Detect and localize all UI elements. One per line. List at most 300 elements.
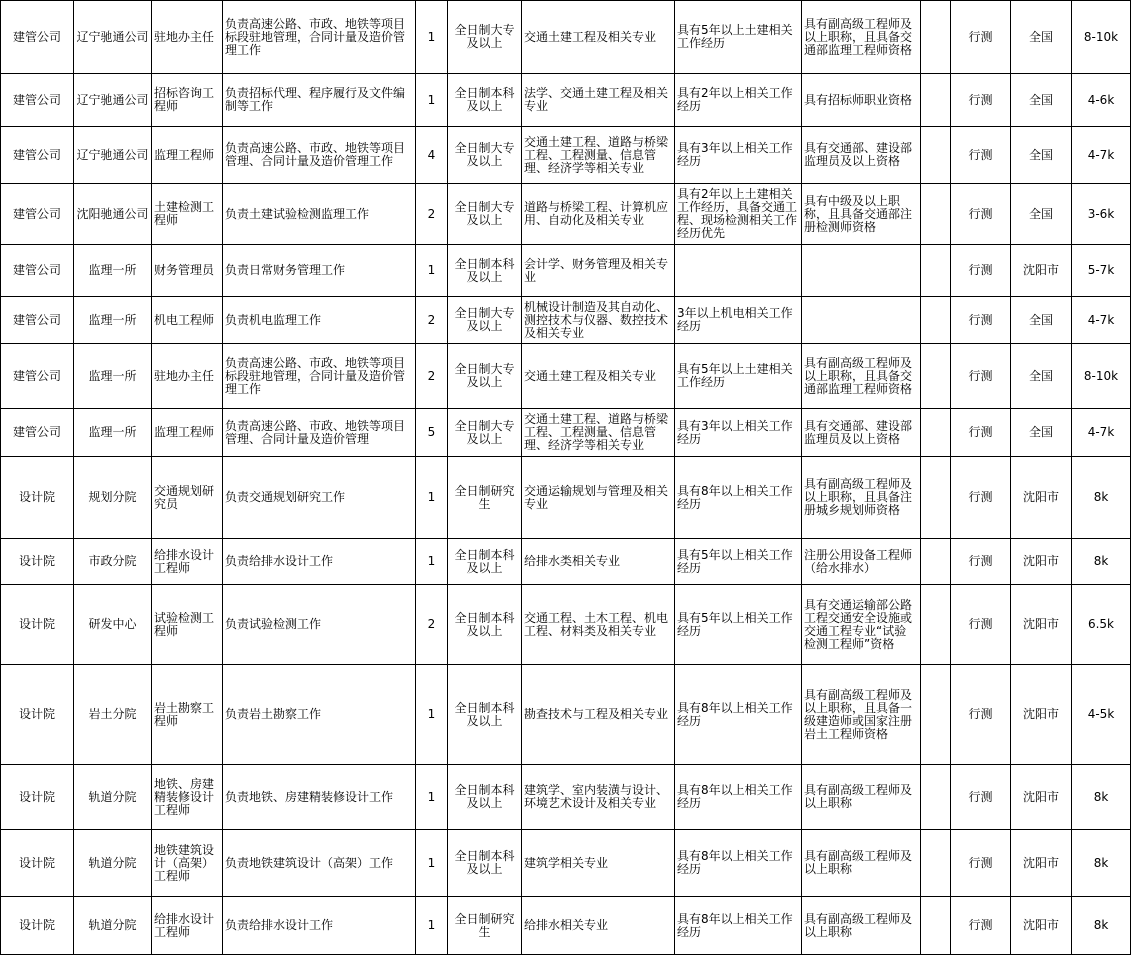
position-cell <box>152 127 223 184</box>
exam-cell-text: 行测 <box>968 554 993 568</box>
unit-cell-text: 设计院 <box>18 855 55 870</box>
exam-cell <box>951 897 1011 955</box>
salary-cell <box>1072 765 1131 830</box>
exam-cell <box>951 74 1011 127</box>
department-cell-text: 辽宁驰通公司 <box>76 29 149 44</box>
qualification-cell <box>802 344 921 409</box>
major-cell <box>522 539 675 585</box>
department-cell-text: 规划分院 <box>88 490 137 504</box>
headcount-cell-text: 5 <box>427 425 436 439</box>
unit-cell <box>1 765 74 830</box>
headcount-cell <box>416 297 448 344</box>
experience-cell-text: 具有2年以上土建相关工作经历，具备交通工程、现场检测相关工作经历优先 <box>677 187 798 240</box>
experience-cell <box>675 457 802 539</box>
area-cell <box>1011 830 1072 897</box>
experience-cell-text: 具有3年以上相关工作经历 <box>677 141 793 168</box>
headcount-cell <box>416 665 448 765</box>
major-cell-text: 机械设计制造及其自动化、测控技术与仪器、数控技术及相关专业 <box>524 299 669 340</box>
major-cell <box>522 665 675 765</box>
area-cell <box>1011 897 1072 955</box>
headcount-cell <box>416 344 448 409</box>
remark-cell <box>921 409 951 457</box>
experience-cell <box>675 409 802 457</box>
area-cell <box>1011 245 1072 297</box>
exam-cell <box>951 539 1011 585</box>
area-cell-text: 沈阳市 <box>1022 707 1059 721</box>
education-cell <box>448 74 522 127</box>
education-cell-text: 全日制研究生 <box>454 911 515 939</box>
unit-cell <box>1 539 74 585</box>
area-cell <box>1011 765 1072 830</box>
major-cell-text: 法学、交通土建工程及相关专业 <box>524 86 669 113</box>
unit-cell <box>1 1 74 74</box>
headcount-cell <box>416 585 448 665</box>
table-row <box>1 665 1131 765</box>
duty-cell-text: 负责高速公路、市政、地铁等项目标段驻地管理，合同计量及造价管理工作 <box>225 355 406 396</box>
unit-cell-text: 设计院 <box>18 918 55 932</box>
exam-cell-text: 行测 <box>968 92 993 107</box>
salary-cell <box>1072 1 1131 74</box>
position-cell-text: 监理工程师 <box>154 147 215 162</box>
area-cell <box>1011 297 1072 344</box>
department-cell-text: 辽宁驰通公司 <box>76 92 149 107</box>
unit-cell-text: 设计院 <box>18 617 55 631</box>
table-row <box>1 184 1131 245</box>
department-cell-text: 岩土分院 <box>88 707 137 721</box>
headcount-cell-text: 1 <box>427 789 436 804</box>
exam-cell-text: 行测 <box>968 789 993 804</box>
remark-cell <box>921 457 951 539</box>
experience-cell <box>675 245 802 297</box>
exam-cell <box>951 665 1011 765</box>
remark-cell <box>921 1 951 74</box>
unit-cell <box>1 897 74 955</box>
unit-cell <box>1 184 74 245</box>
education-cell <box>448 1 522 74</box>
education-cell <box>448 297 522 344</box>
table-row <box>1 897 1131 955</box>
qualification-cell <box>802 297 921 344</box>
area-cell-text: 全国 <box>1028 29 1053 44</box>
exam-cell-text: 行测 <box>968 617 993 631</box>
duty-cell <box>223 297 416 344</box>
unit-cell-text: 设计院 <box>18 554 55 568</box>
headcount-cell <box>416 74 448 127</box>
education-cell-text: 全日制研究生 <box>454 483 515 511</box>
experience-cell-text: 具有3年以上相关工作经历 <box>677 418 793 446</box>
duty-cell <box>223 665 416 765</box>
education-cell-text: 全日制大专及以上 <box>454 418 515 446</box>
exam-cell-text: 行测 <box>968 707 993 721</box>
major-cell <box>522 127 675 184</box>
major-cell <box>522 897 675 955</box>
area-cell <box>1011 74 1072 127</box>
area-cell <box>1011 409 1072 457</box>
education-cell-text: 全日制本科及以上 <box>454 547 515 575</box>
unit-cell <box>1 245 74 297</box>
salary-cell <box>1072 457 1131 539</box>
exam-cell <box>951 409 1011 457</box>
major-cell-text: 会计学、财务管理及相关专业 <box>524 256 669 284</box>
salary-cell-text: 8k <box>1093 490 1109 504</box>
department-cell-text: 沈阳驰通公司 <box>76 206 149 221</box>
position-cell <box>152 539 223 585</box>
remark-cell <box>921 830 951 897</box>
experience-cell <box>675 585 802 665</box>
education-cell-text: 全日制大专及以上 <box>454 141 515 168</box>
education-cell-text: 全日制大专及以上 <box>454 362 515 389</box>
unit-cell-text: 设计院 <box>18 707 55 721</box>
qualification-cell-text: 注册公用设备工程师（给水排水） <box>804 547 913 575</box>
exam-cell-text: 行测 <box>968 147 993 162</box>
area-cell-text: 沈阳市 <box>1022 490 1059 504</box>
major-cell-text: 交通土建工程、道路与桥梁工程、工程测量、信息管理、经济学等相关专业 <box>524 412 669 452</box>
experience-cell <box>675 830 802 897</box>
qualification-cell <box>802 127 921 184</box>
table-row <box>1 830 1131 897</box>
experience-cell <box>675 539 802 585</box>
position-cell <box>152 409 223 457</box>
exam-cell-text: 行测 <box>968 855 993 870</box>
exam-cell <box>951 245 1011 297</box>
department-cell-text: 辽宁驰通公司 <box>76 147 149 162</box>
area-cell-text: 全国 <box>1028 425 1053 439</box>
qualification-cell <box>802 897 921 955</box>
major-cell <box>522 765 675 830</box>
salary-cell <box>1072 297 1131 344</box>
area-cell-text: 全国 <box>1028 312 1053 327</box>
duty-cell <box>223 245 416 297</box>
duty-cell-text: 负责交通规划研究工作 <box>225 490 346 504</box>
exam-cell-text: 行测 <box>968 368 993 383</box>
department-cell <box>74 1 152 74</box>
headcount-cell-text: 2 <box>427 312 436 327</box>
qualification-cell <box>802 665 921 765</box>
headcount-cell <box>416 1 448 74</box>
table-row <box>1 297 1131 344</box>
position-cell-text: 驻地办主任 <box>154 368 215 383</box>
table-row <box>1 457 1131 539</box>
salary-cell-text: 4-5k <box>1087 707 1115 721</box>
headcount-cell-text: 2 <box>427 206 436 221</box>
duty-cell <box>223 897 416 955</box>
qualification-cell-text: 具有副高级工程师及以上职称 <box>804 849 913 876</box>
salary-cell <box>1072 74 1131 127</box>
headcount-cell <box>416 409 448 457</box>
position-cell <box>152 74 223 127</box>
qualification-cell <box>802 585 921 665</box>
remark-cell <box>921 297 951 344</box>
duty-cell <box>223 74 416 127</box>
remark-cell <box>921 765 951 830</box>
position-cell-text: 给排水设计工程师 <box>154 547 215 575</box>
experience-cell <box>675 897 802 955</box>
unit-cell <box>1 344 74 409</box>
department-cell-text: 市政分院 <box>88 554 137 568</box>
remark-cell <box>921 585 951 665</box>
duty-cell <box>223 457 416 539</box>
education-cell-text: 全日制大专及以上 <box>454 306 515 333</box>
area-cell-text: 沈阳市 <box>1022 263 1059 277</box>
exam-cell <box>951 184 1011 245</box>
area-cell-text: 全国 <box>1028 368 1053 383</box>
area-cell-text: 沈阳市 <box>1022 918 1059 932</box>
salary-cell-text: 4-7k <box>1087 312 1115 327</box>
major-cell-text: 建筑学、室内装潢与设计、环境艺术设计及相关专业 <box>524 783 669 810</box>
unit-cell-text: 建管公司 <box>12 263 61 277</box>
major-cell-text: 交通土建工程及相关专业 <box>524 29 657 44</box>
department-cell-text: 轨道分院 <box>88 918 137 932</box>
position-cell <box>152 830 223 897</box>
salary-cell-text: 4-6k <box>1087 92 1115 107</box>
unit-cell <box>1 409 74 457</box>
major-cell-text: 交通工程、土木工程、机电工程、材料类及相关专业 <box>524 610 669 638</box>
unit-cell-text: 设计院 <box>18 490 55 504</box>
area-cell-text: 沈阳市 <box>1022 617 1059 631</box>
position-cell <box>152 765 223 830</box>
exam-cell-text: 行测 <box>968 263 993 277</box>
duty-cell-text: 负责岩土勘察工作 <box>225 707 322 721</box>
major-cell <box>522 245 675 297</box>
headcount-cell <box>416 765 448 830</box>
education-cell <box>448 457 522 539</box>
experience-cell <box>675 74 802 127</box>
major-cell-text: 道路与桥梁工程、计算机应用、自动化及相关专业 <box>524 200 669 227</box>
department-cell <box>74 585 152 665</box>
duty-cell-text: 负责给排水设计工作 <box>225 554 334 568</box>
area-cell <box>1011 184 1072 245</box>
position-cell <box>152 665 223 765</box>
education-cell <box>448 665 522 765</box>
headcount-cell-text: 2 <box>427 368 436 383</box>
salary-cell <box>1072 585 1131 665</box>
education-cell <box>448 245 522 297</box>
major-cell <box>522 74 675 127</box>
major-cell-text: 交通运输规划与管理及相关专业 <box>524 483 669 511</box>
area-cell <box>1011 665 1072 765</box>
education-cell <box>448 184 522 245</box>
salary-cell <box>1072 409 1131 457</box>
qualification-cell-text: 具有招标师职业资格 <box>804 92 913 107</box>
salary-cell-text: 5-7k <box>1087 263 1115 277</box>
qualification-cell-text: 具有交通部、建设部监理员及以上资格 <box>804 418 913 446</box>
position-cell <box>152 344 223 409</box>
unit-cell <box>1 74 74 127</box>
headcount-cell-text: 1 <box>427 855 436 870</box>
department-cell <box>74 245 152 297</box>
major-cell <box>522 830 675 897</box>
qualification-cell <box>802 184 921 245</box>
department-cell <box>74 409 152 457</box>
salary-cell-text: 8k <box>1093 789 1109 804</box>
area-cell <box>1011 457 1072 539</box>
position-cell <box>152 245 223 297</box>
department-cell <box>74 74 152 127</box>
experience-cell-text: 具有5年以上土建相关工作经历 <box>677 362 793 389</box>
department-cell-text: 监理一所 <box>88 368 137 383</box>
headcount-cell <box>416 457 448 539</box>
area-cell-text: 沈阳市 <box>1022 554 1059 568</box>
headcount-cell-text: 1 <box>427 29 436 44</box>
position-cell-text: 地铁、房建精装修设计工程师 <box>154 776 215 817</box>
headcount-cell <box>416 245 448 297</box>
unit-cell-text: 建管公司 <box>12 425 61 439</box>
unit-cell-text: 建管公司 <box>12 312 61 327</box>
remark-cell <box>921 184 951 245</box>
unit-cell-text: 建管公司 <box>12 147 61 162</box>
qualification-cell-text: 具有副高级工程师及以上职称 <box>804 911 913 939</box>
duty-cell-text: 负责高速公路、市政、地铁等项目管理、合同计量及造价管理 <box>225 418 406 446</box>
position-cell-text: 招标咨询工程师 <box>154 86 215 113</box>
qualification-cell <box>802 457 921 539</box>
remark-cell <box>921 245 951 297</box>
department-cell-text: 研发中心 <box>88 617 137 631</box>
position-cell-text: 给排水设计工程师 <box>154 911 215 939</box>
area-cell <box>1011 1 1072 74</box>
experience-cell-text: 具有5年以上土建相关工作经历 <box>677 23 793 50</box>
salary-cell-text: 4-7k <box>1087 147 1115 162</box>
unit-cell <box>1 127 74 184</box>
qualification-cell-text: 具有副高级工程师及以上职称，且具备交通部监理工程师资格 <box>804 16 913 57</box>
position-cell-text: 驻地办主任 <box>154 29 215 44</box>
exam-cell <box>951 1 1011 74</box>
position-cell <box>152 184 223 245</box>
salary-cell-text: 8k <box>1093 554 1109 568</box>
headcount-cell <box>416 127 448 184</box>
area-cell-text: 沈阳市 <box>1022 855 1059 870</box>
unit-cell <box>1 585 74 665</box>
duty-cell-text: 负责地铁、房建精装修设计工作 <box>225 789 394 804</box>
duty-cell <box>223 127 416 184</box>
salary-cell-text: 8k <box>1093 918 1109 932</box>
major-cell-text: 交通土建工程、道路与桥梁工程、工程测量、信息管理、经济学等相关专业 <box>524 134 669 175</box>
salary-cell-text: 8-10k <box>1083 29 1119 44</box>
duty-cell-text: 负责高速公路、市政、地铁等项目管理、合同计量及造价管理工作 <box>225 141 406 168</box>
headcount-cell-text: 2 <box>427 617 436 631</box>
department-cell-text: 轨道分院 <box>88 855 137 870</box>
qualification-cell-text: 具有副高级工程师及以上职称，且具备交通部监理工程师资格 <box>804 355 913 396</box>
education-cell <box>448 765 522 830</box>
salary-cell-text: 8-10k <box>1083 368 1119 383</box>
salary-cell <box>1072 344 1131 409</box>
experience-cell-text: 具有5年以上相关工作经历 <box>677 547 793 575</box>
headcount-cell-text: 1 <box>427 918 436 932</box>
education-cell <box>448 585 522 665</box>
major-cell-text: 给排水类相关专业 <box>524 554 621 568</box>
experience-cell <box>675 184 802 245</box>
experience-cell-text: 具有2年以上相关工作经历 <box>677 86 793 113</box>
department-cell-text: 监理一所 <box>88 425 137 439</box>
salary-cell <box>1072 830 1131 897</box>
exam-cell <box>951 344 1011 409</box>
experience-cell-text: 具有8年以上相关工作经历 <box>677 483 793 511</box>
unit-cell-text: 设计院 <box>18 789 55 804</box>
exam-cell <box>951 830 1011 897</box>
headcount-cell <box>416 539 448 585</box>
exam-cell-text: 行测 <box>968 918 993 932</box>
table-row <box>1 245 1131 297</box>
experience-cell-text: 具有5年以上相关工作经历 <box>677 610 793 638</box>
table-row <box>1 1 1131 74</box>
major-cell <box>522 344 675 409</box>
major-cell-text: 建筑学相关专业 <box>524 855 609 870</box>
headcount-cell-text: 4 <box>427 147 436 162</box>
unit-cell-text: 建管公司 <box>12 368 61 383</box>
experience-cell-text: 具有8年以上相关工作经历 <box>677 783 793 810</box>
department-cell <box>74 665 152 765</box>
education-cell-text: 全日制大专及以上 <box>454 200 515 227</box>
salary-cell <box>1072 665 1131 765</box>
duty-cell <box>223 585 416 665</box>
qualification-cell <box>802 74 921 127</box>
department-cell <box>74 765 152 830</box>
major-cell <box>522 585 675 665</box>
duty-cell-text: 负责土建试验检测监理工作 <box>225 206 370 221</box>
major-cell <box>522 297 675 344</box>
duty-cell <box>223 409 416 457</box>
salary-cell-text: 8k <box>1093 855 1109 870</box>
department-cell-text: 监理一所 <box>88 312 137 327</box>
area-cell <box>1011 585 1072 665</box>
headcount-cell-text: 1 <box>427 263 436 277</box>
area-cell-text: 沈阳市 <box>1022 789 1059 804</box>
major-cell <box>522 409 675 457</box>
experience-cell <box>675 127 802 184</box>
remark-cell <box>921 897 951 955</box>
qualification-cell-text: 具有副高级工程师及以上职称 <box>804 783 913 810</box>
exam-cell-text: 行测 <box>968 206 993 221</box>
unit-cell-text: 建管公司 <box>12 206 61 221</box>
qualification-cell <box>802 409 921 457</box>
education-cell <box>448 897 522 955</box>
unit-cell <box>1 457 74 539</box>
major-cell-text: 给排水相关专业 <box>524 918 609 932</box>
education-cell <box>448 830 522 897</box>
duty-cell <box>223 539 416 585</box>
experience-cell-text: 3年以上机电相关工作经历 <box>677 306 793 333</box>
education-cell-text: 全日制大专及以上 <box>454 23 515 50</box>
unit-cell-text: 建管公司 <box>12 29 61 44</box>
experience-cell <box>675 297 802 344</box>
unit-cell <box>1 297 74 344</box>
department-cell <box>74 457 152 539</box>
unit-cell <box>1 665 74 765</box>
qualification-cell-text: 具有中级及以上职称，且具备交通部注册检测师资格 <box>804 193 913 234</box>
table-row <box>1 127 1131 184</box>
department-cell <box>74 184 152 245</box>
department-cell <box>74 127 152 184</box>
education-cell-text: 全日制本科及以上 <box>454 256 515 284</box>
position-cell <box>152 457 223 539</box>
duty-cell <box>223 765 416 830</box>
exam-cell-text: 行测 <box>968 425 993 439</box>
table-row <box>1 585 1131 665</box>
experience-cell <box>675 344 802 409</box>
salary-cell <box>1072 539 1131 585</box>
duty-cell-text: 负责地铁建筑设计（高架）工作 <box>225 855 394 870</box>
duty-cell-text: 负责招标代理、程序履行及文件编制等工作 <box>225 86 406 113</box>
area-cell-text: 全国 <box>1028 92 1053 107</box>
exam-cell-text: 行测 <box>968 312 993 327</box>
salary-cell <box>1072 184 1131 245</box>
position-cell <box>152 1 223 74</box>
exam-cell <box>951 585 1011 665</box>
headcount-cell-text: 1 <box>427 707 436 721</box>
table-row <box>1 74 1131 127</box>
qualification-cell <box>802 245 921 297</box>
duty-cell <box>223 830 416 897</box>
qualification-cell-text: 具有交通部、建设部监理员及以上资格 <box>804 141 913 168</box>
